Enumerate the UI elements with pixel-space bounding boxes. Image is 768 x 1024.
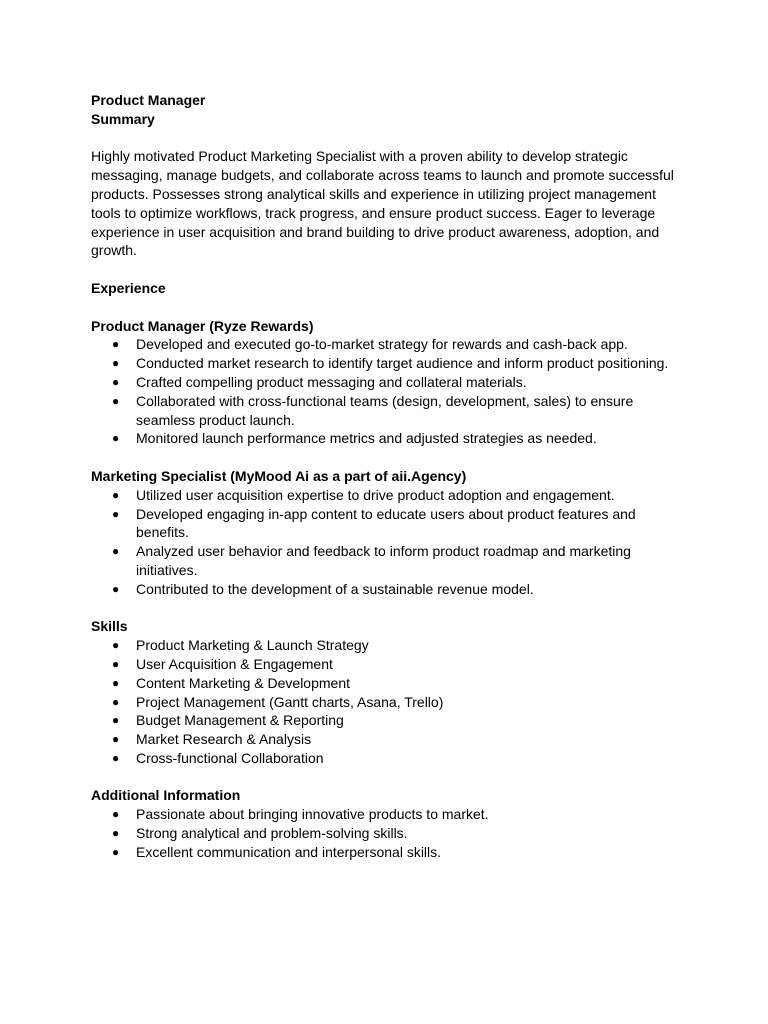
- list-item-text: Budget Management & Reporting: [136, 712, 344, 729]
- list-item: [91, 805, 681, 824]
- list-item-text: Utilized user acquisition expertise to drive product adoption and engagement.: [136, 486, 615, 503]
- bullet-icon: ●: [112, 506, 120, 521]
- list-item: [91, 392, 681, 430]
- resume-content: [91, 91, 681, 862]
- list-item: [91, 749, 681, 768]
- list-item-text: Developed and executed go-to-market strategy for rewards and cash-back app.: [136, 336, 628, 353]
- list-item-text: Content Marketing & Development: [136, 674, 350, 691]
- bullet-icon: ●: [112, 544, 120, 559]
- bullet-icon: ●: [112, 393, 120, 408]
- spacer: [91, 599, 681, 618]
- list-item: [91, 693, 681, 712]
- job-1-bullets: [91, 335, 681, 448]
- skills-list: [91, 636, 681, 768]
- bullet-icon: ●: [112, 694, 120, 709]
- document-title: Product Manager: [91, 92, 206, 108]
- bullet-icon: ●: [112, 713, 120, 728]
- list-item: [91, 824, 681, 843]
- list-item-text: Cross-functional Collaboration: [136, 749, 324, 766]
- bullet-icon: ●: [112, 675, 120, 690]
- bullet-icon: ●: [112, 638, 120, 653]
- list-item-text: Passionate about bringing innovative products to market.: [136, 806, 489, 823]
- job-title-1: Product Manager (Ryze Rewards): [91, 317, 314, 334]
- list-item-text: Contributed to the development of a sustainable revenue model.: [136, 580, 534, 597]
- bullet-icon: ●: [112, 807, 120, 822]
- list-item: [91, 335, 681, 354]
- bullet-icon: ●: [112, 826, 120, 841]
- job-title-2: Marketing Specialist (MyMood Ai as a part of aii.Agency): [91, 467, 467, 484]
- list-item-text: Conducted market research to identify target audience and inform product positioning.: [136, 355, 669, 372]
- bullet-icon: ●: [112, 431, 120, 446]
- list-item: [91, 373, 681, 392]
- list-item-text: Collaborated with cross-functional teams (design, development, sales) to ensure seamless product launch.: [136, 392, 634, 428]
- spacer: [91, 129, 681, 148]
- bullet-icon: ●: [112, 337, 120, 352]
- summary-heading: Summary: [91, 110, 155, 127]
- list-item-text: Product Marketing & Launch Strategy: [136, 637, 369, 654]
- list-item: [91, 730, 681, 749]
- additional-list: [91, 805, 681, 861]
- list-item: [91, 843, 681, 862]
- list-item: [91, 429, 681, 448]
- spacer: [91, 260, 681, 279]
- list-item: [91, 580, 681, 599]
- list-item-text: User Acquisition & Engagement: [136, 655, 333, 672]
- list-item: [91, 636, 681, 655]
- list-item-text: Strong analytical and problem-solving skills.: [136, 825, 408, 842]
- spacer: [91, 768, 681, 787]
- list-item-text: Project Management (Gantt charts, Asana, Trello): [136, 693, 444, 710]
- bullet-icon: ●: [112, 732, 120, 747]
- list-item: [91, 542, 681, 580]
- bullet-icon: ●: [112, 356, 120, 371]
- experience-heading: Experience: [91, 279, 166, 296]
- list-item-text: Excellent communication and interpersonal skills.: [136, 843, 442, 860]
- list-item-text: Market Research & Analysis: [136, 731, 312, 748]
- list-item-text: Developed engaging in-app content to educate users about product features and benefits.: [136, 505, 636, 541]
- list-item-text: Analyzed user behavior and feedback to inform product roadmap and marketing initiatives.: [136, 543, 631, 578]
- list-item: [91, 505, 681, 543]
- skills-heading: Skills: [91, 618, 128, 635]
- spacer: [91, 298, 681, 317]
- spacer: [91, 448, 681, 467]
- bullet-icon: ●: [112, 487, 120, 502]
- job-2-bullets: [91, 486, 681, 599]
- list-item: [91, 655, 681, 674]
- list-item: [91, 486, 681, 505]
- list-item: [91, 354, 681, 373]
- list-item-text: Monitored launch performance metrics and adjusted strategies as needed.: [136, 430, 597, 447]
- bullet-icon: ●: [112, 844, 120, 859]
- bullet-icon: ●: [112, 581, 120, 596]
- bullet-icon: ●: [112, 656, 120, 671]
- bullet-icon: ●: [112, 750, 120, 765]
- list-item-text: Crafted compelling product messaging and collateral materials.: [136, 373, 527, 390]
- additional-heading: Additional Information: [91, 787, 241, 804]
- list-item: [91, 674, 681, 693]
- list-item: [91, 711, 681, 730]
- bullet-icon: ●: [112, 374, 120, 389]
- summary-text: Highly motivated Product Marketing Specialist with a proven ability to develop strategic messaging, manage budgets, and collaborate across teams to launch and promote successful products. Possesses strong analytical skills and experience in utilizing project management tools to optimize workflows, track progress, and ensure product success. Eager to leverage experience in user acquisition and brand building to drive product awareness, adoption, and growth.: [91, 148, 674, 259]
